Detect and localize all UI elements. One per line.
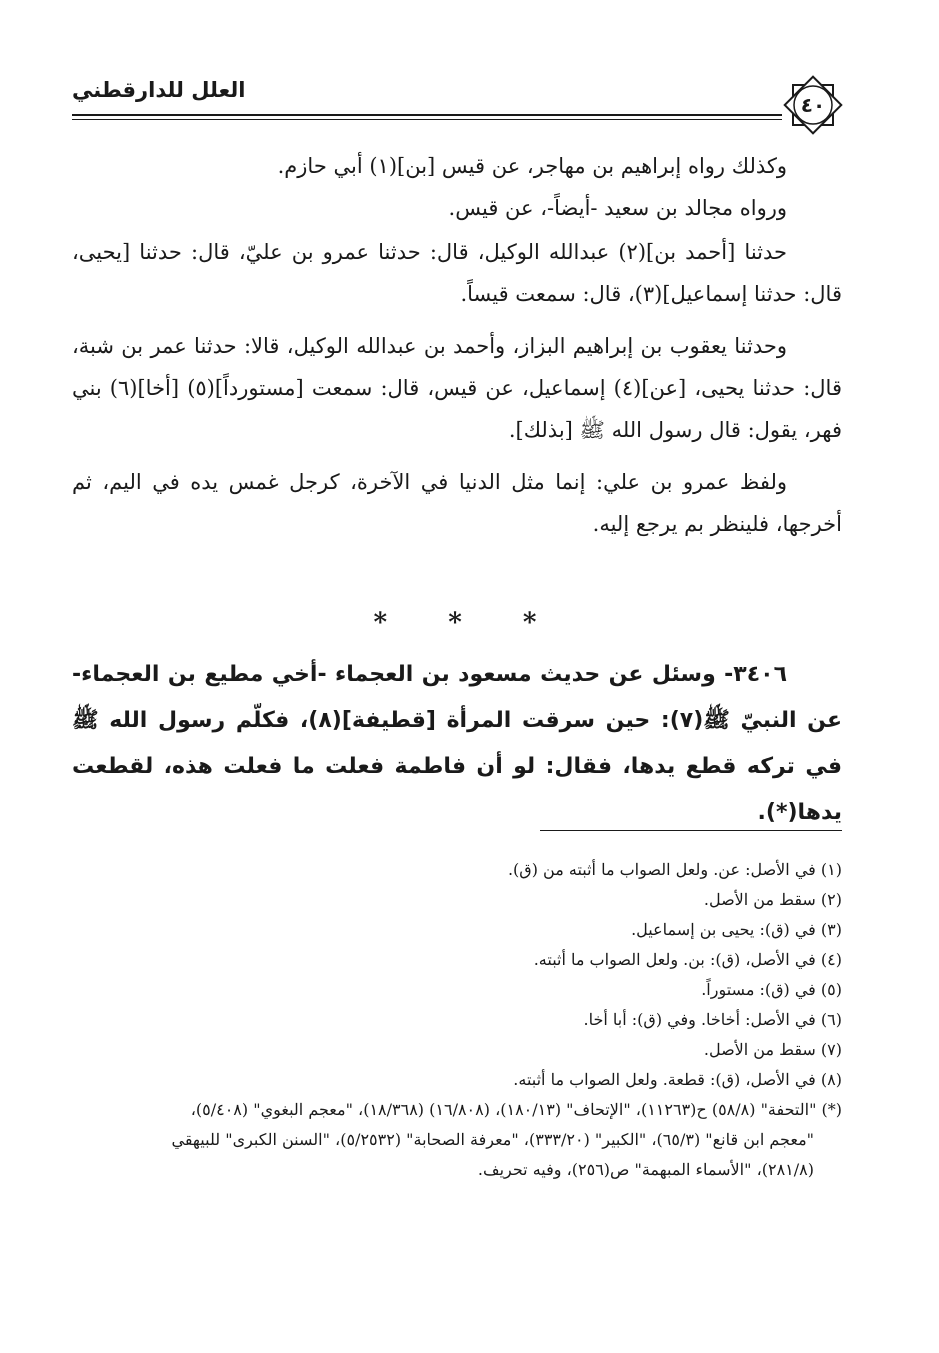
- paragraph: [72, 145, 842, 187]
- paragraph-text: ولفظ عمرو بن علي: إنما مثل الدنيا في الآخرة، كرجل غمس يده في اليم، ثم أخرجها، فلينظر بم يرجع إليه.: [72, 470, 842, 536]
- footnote: (٢) سقط من الأصل.: [703, 890, 842, 909]
- separator-star: *: [373, 608, 392, 638]
- footnote: (٤) في الأصل، (ق): بن. ولعل الصواب ما أثبته.: [533, 950, 842, 969]
- header-rule: [72, 114, 782, 116]
- header-rule-thin: [72, 119, 782, 120]
- footnote: (٦) في الأصل: أخاخا. وفي (ق): أبا أخا.: [583, 1010, 842, 1029]
- entry-question: ٣٤٠٦- وسئل عن حديث مسعود بن العجماء -أخي مطيع بن العجماء- عن النبيّ ﷺ(٧): حين سرقت المرأة [قطيفة](٨)، فكلّم رسول الله ﷺ في تركه قطع يدها، فقال: لو أن فاطمة فعلت ما فعلت هذه، لقطعت يدها(*).: [72, 662, 842, 825]
- footnotes: [72, 855, 842, 1185]
- section-separator: [72, 608, 842, 638]
- main-text: [72, 145, 842, 545]
- running-title: العلل للدارقطني: [72, 78, 246, 102]
- page-number-badge: [778, 70, 848, 140]
- footnote-rule: [540, 830, 842, 831]
- footnote-star-line: (٢٨١/٨)، "الأسماء المبهمة" ص(٢٥٦)، وفيه تحريف.: [477, 1160, 814, 1179]
- paragraph-text: ورواه مجالد بن سعيد -أيضاً-، عن قيس.: [448, 196, 787, 220]
- footnote: (٧) سقط من الأصل.: [703, 1040, 842, 1059]
- paragraph: [72, 187, 842, 229]
- entry-block: [72, 652, 842, 836]
- footnote: (٨) في الأصل، (ق): قطعة. ولعل الصواب ما أثبته.: [513, 1070, 842, 1089]
- footnote-star-line: (*) "التحفة" (٥٨/٨) ح(١١٢٦٣)، "الإتحاف" (١٨٠/١٣)، (١٦/٨٠٨) (١٨/٣٦٨)، "معجم البغوي" (٥/٤٠٨)،: [190, 1100, 842, 1119]
- paragraph: [72, 461, 842, 545]
- footnote: (٥) في (ق): مستوراً.: [701, 980, 842, 999]
- paragraph: [72, 325, 842, 451]
- footnote: (١) في الأصل: عن. ولعل الصواب ما أثبته من (ق).: [507, 860, 842, 879]
- footnote: (٣) في (ق): يحيى بن إسماعيل.: [631, 920, 842, 939]
- separator-star: *: [522, 608, 541, 638]
- paragraph-text: وحدثنا يعقوب بن إبراهيم البزاز، وأحمد بن عبدالله الوكيل، قالا: حدثنا عمر بن شبة، قال: حدثنا يحيى، [عن](٤) إسماعيل، عن قيس، قال: سمعت [مستورداً](٥) [أخا](٦) بني فهر، يقول: قال رسول الله ﷺ [بذلك].: [72, 334, 842, 442]
- footnote-star-line: "معجم ابن قانع" (٦٥/٣)، "الكبير" (٣٣٣/٢٠)، "معرفة الصحابة" (٥/٢٥٣٢)، "السنن الكبرى" للبيهقي: [171, 1130, 814, 1149]
- paragraph-text: وكذلك رواه إبراهيم بن مهاجر، عن قيس [بن](١) أبي حازم.: [277, 154, 787, 178]
- paragraph: [72, 231, 842, 315]
- paragraph-text: حدثنا [أحمد بن](٢) عبدالله الوكيل، قال: حدثنا عمرو بن عليّ، قال: حدثنا [يحيى، قال: حدثنا إسماعيل](٣)، قال: سمعت قيساً.: [72, 240, 842, 306]
- page-number: ٤٠: [800, 93, 826, 117]
- separator-star: *: [448, 608, 466, 638]
